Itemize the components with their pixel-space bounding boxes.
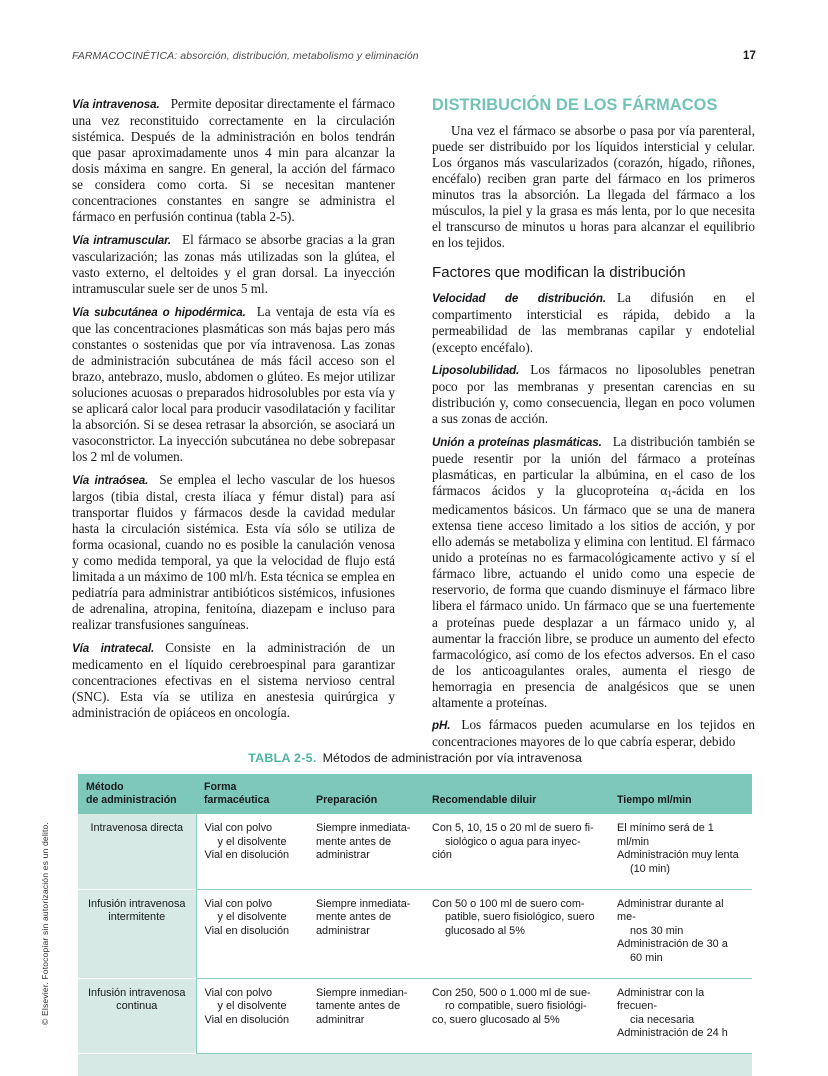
paragraph-text: Los fármacos pueden acumularse en los tejidos en concentraciones mayores de lo que cabría esperar, debido: [432, 717, 755, 750]
header-line: farmacéutica: [204, 793, 270, 806]
table-footer-band: [78, 1054, 752, 1076]
section-heading-distribucion: DISTRIBUCIÓN DE LOS FÁRMACOS: [432, 96, 718, 114]
header-line: Preparación: [316, 793, 378, 806]
cell-line: y el disolvente: [217, 911, 287, 924]
cell-line: Infusión intravenosa: [88, 897, 186, 910]
paragraph-lead-in: Liposolubilidad.: [432, 364, 520, 378]
paragraph-distribucion-intro: Una vez el fármaco se absorbe o pasa por vía parenteral, puede ser distribuido por los líquidos intersticial y celular. Los órganos más vascularizados (corazón, hígado, riñones, encéfalo) reciben gran parte del fármaco en los primeros minutos tras la absorción. La llegada del fármaco a los músculos, la piel y la grasa es más lenta, por lo que necesita el transcurso de minutos u horas para alcanzar el equilibrio en los tejidos.: [432, 123, 755, 251]
cell-line: Con 250, 500 o 1.000 ml de sue-: [432, 986, 591, 999]
cell-line: Vial en disolución: [204, 924, 290, 937]
paragraph-union-proteinas: [432, 434, 755, 711]
page-number: 17: [743, 50, 756, 62]
table-row: [78, 889, 752, 978]
table-row: [78, 978, 752, 1053]
paragraph-text: Los fármacos no liposolubles penetran poco por las membranas y presentan carencias en su distribución y, como consecuencia, llegan en poco volumen a sus zonas de acción.: [432, 362, 755, 427]
table-footer-band-first-column: [78, 1054, 186, 1076]
cell-line: Vial en disolución: [204, 849, 290, 862]
cell-line: Vial con polvo: [204, 822, 273, 835]
header-line: de administración: [86, 793, 177, 806]
cell-line: Con 5, 10, 15 o 20 ml de suero fi-: [432, 822, 594, 835]
cell-line: y el disolvente: [217, 835, 287, 848]
cell-line: continua: [116, 1000, 158, 1013]
cell-line: mente antes de: [316, 911, 392, 924]
cell-line: patible, suero fisiológico, suero: [445, 911, 595, 924]
cell-line: Con 50 o 100 ml de suero com-: [432, 897, 585, 910]
cell-line: 60 min: [630, 951, 663, 964]
table-row: [78, 814, 752, 889]
paragraph-via-subcutanea: [72, 304, 395, 465]
cell-line: Siempre inmediata-: [316, 897, 411, 910]
cell-line: ción: [432, 849, 452, 862]
paragraph-via-intraosea: [72, 472, 395, 633]
column-header-forma: [196, 774, 308, 814]
cell-forma: [196, 978, 308, 1053]
cell-line: (10 min): [630, 862, 670, 875]
paragraph-text: La difusión en el compartimento intersticial es rápida, debido a la permeabilidad de las membranas capilar y endotelial (excepto encéfalo).: [432, 290, 755, 355]
cell-line: adminitrar: [316, 1013, 365, 1026]
running-head-title: [72, 50, 419, 62]
paragraph-lead-in: Vía intravenosa.: [72, 98, 160, 111]
cell-metodo: [78, 978, 196, 1053]
table-number: TABLA 2-5.: [248, 751, 317, 765]
paragraph-lead-in: Vía intratecal.: [72, 641, 155, 655]
right-column: [432, 96, 755, 757]
header-line: Recomendable diluir: [432, 793, 537, 806]
cell-line: cia necesaria: [630, 1013, 695, 1026]
paragraph-liposolubilidad: [432, 362, 755, 427]
paragraph-text: Consiste en la administración de un medicamento en el líquido cerebroespinal para garantizar concentraciones efectivas en el sistema nervioso central (SNC). Esta vía se utiliza en anestesia quirúrgica y administración de opiáceos en oncología.: [72, 639, 395, 720]
paragraph-via-intravenosa: [72, 96, 395, 225]
paragraph-velocidad-distribucion: [432, 290, 755, 355]
column-header-preparacion: [308, 774, 424, 814]
cell-line: y el disolvente: [217, 1000, 287, 1013]
header-line: Tiempo ml/min: [617, 793, 692, 806]
cell-diluir: [424, 814, 609, 889]
cell-forma: [196, 814, 308, 889]
table-header-row: [78, 774, 752, 814]
cell-tiempo: [609, 889, 752, 978]
paragraph-lead-in: Vía subcutánea o hipodérmica.: [72, 305, 246, 319]
cell-line: siológico o agua para inyec-: [445, 835, 581, 848]
column-header-metodo: [78, 774, 196, 814]
cell-line: Vial con polvo: [204, 986, 273, 999]
cell-diluir: [424, 978, 609, 1053]
cell-line: intermitente: [108, 911, 166, 924]
cell-line: Administración de 30 a: [617, 938, 728, 951]
paragraph-text: Permite depositar directamente el fármaco una vez reconstituido correctamente en la circulación sistémica. Después de la administración en bolos tendrán que pasar aproximadamente unos 4 min para alcanzar la dosis máxima en sangre. En general, la acción del fármaco se considera como corta. Si se necesitan mantener concentraciones constantes en sangre se administra el fármaco en perfusión continua (tabla 2-5).: [72, 96, 395, 225]
cell-line: Siempre inmedian-: [316, 986, 408, 999]
running-head-title-rest: absorción, distribución, metabolismo y eliminación: [177, 50, 419, 62]
paragraph-lead-in: Unión a proteínas plasmáticas.: [432, 435, 602, 449]
cell-line: ro compatible, suero fisiológi-: [445, 1000, 587, 1013]
cell-line: Administración muy lenta: [617, 849, 739, 862]
paragraph-via-intramuscular: [72, 232, 395, 297]
table-caption: [78, 751, 752, 765]
cell-line: Intravenosa directa: [90, 822, 184, 835]
paragraph-text: La ventaja de esta vía es que las concentraciones plasmáticas son más bajas pero más constantes o sostenidas que por vía intravenosa. Las zonas de administración subcutánea de más fácil acceso son el brazo, antebrazo, muslo, abdomen o glúteo. Es mejor utilizar soluciones acuosas o preparados hidrosolubles por esta vía y se aplicará calor local para producir vasodilatación y facilitar la absorción. Si se desea retrasar la absorción, se asociará un vasoconstrictor. La inyección subcutánea no debe sobrepasar los 2 ml de volumen.: [72, 303, 395, 464]
cell-preparacion: [308, 814, 424, 889]
cell-line: administrar: [316, 849, 370, 862]
cell-line: Administrar con la frecuen-: [617, 986, 705, 1013]
cell-forma: [196, 889, 308, 978]
header-line: Método: [86, 781, 124, 793]
paragraph-lead-in: Velocidad de distribución.: [432, 292, 606, 306]
paragraph-text-part2: -ácida en los medicamentos básicos. Un fármaco que se una de manera extensa tiene acceso limitado a los sitios de acción, y por ello además se metaboliza y elimina con lentitud. El fármaco unido a proteínas no es farmacológicamente activo y sí el fármaco libre, actuando el unido como una especie de reservorio, de forma que cuando disminuye el fármaco libre libera el fármaco unido. Un fármaco que se una fuertemente a proteínas puede desplazar a un fármaco unido y, al aumentar la fracción libre, se produce un aumento del efecto farmacológico, así como de los efectos adversos. En el caso de los anticoagulantes orales, aumenta el riesgo de hemorragia en presencia de analgésicos que se unen altamente a proteínas.: [432, 482, 755, 710]
cell-line: Siempre inmediata-: [316, 822, 411, 835]
cell-preparacion: [308, 978, 424, 1053]
column-header-diluir: [424, 774, 609, 814]
cell-tiempo: [609, 814, 752, 889]
body-columns: [72, 96, 756, 757]
paragraph-lead-in: Vía intramuscular.: [72, 233, 172, 247]
table-header: [78, 774, 752, 814]
table-title: Métodos de administración por vía intravenosa: [322, 751, 582, 765]
subheading-factores: Factores que modifican la distribución: [432, 264, 686, 282]
left-column: [72, 96, 395, 757]
cell-preparacion: [308, 889, 424, 978]
copyright-notice: © Elsevier. Fotocopiar sin autorización es un delito.: [40, 822, 50, 1025]
paragraph-lead-in: pH.: [432, 719, 451, 733]
paragraph-text: El fármaco se absorbe gracias a la gran vascularización; las zonas más utilizadas son la glútea, el vasto externo, el deltoides y el gran dorsal. La inyección intramuscular suele ser de unos 5 ml.: [72, 231, 396, 297]
header-line: Forma: [204, 781, 237, 793]
running-head: [72, 50, 756, 62]
cell-diluir: [424, 889, 609, 978]
cell-line: mente antes de: [316, 835, 392, 848]
cell-line: Administrar durante al me-: [617, 897, 724, 924]
column-header-tiempo: [609, 774, 752, 814]
cell-tiempo: [609, 978, 752, 1053]
cell-line: Infusión intravenosa: [88, 986, 186, 999]
cell-line: El mínimo será de 1 ml/min: [617, 822, 714, 848]
administration-methods-table: [78, 774, 752, 1054]
cell-line: Administración de 24 h: [617, 1027, 728, 1040]
cell-line: glucosado al 5%: [445, 924, 525, 937]
table-block: [78, 751, 752, 1076]
alpha-subscript: 1: [667, 489, 672, 500]
cell-metodo: [78, 814, 196, 889]
cell-metodo: [78, 889, 196, 978]
running-head-title-caps: FARMACOCINÉTICA:: [72, 50, 178, 62]
table-body: [78, 814, 752, 1053]
paragraph-lead-in: Vía intraósea.: [72, 473, 149, 487]
paragraph-text: Se emplea el lecho vascular de los huesos largos (tibia distal, cresta ilíaca y fémur distal) para así transportar fluidos y fármacos desde la cavidad medular hasta la circulación sistémica. Esta vía sólo se utiliza de forma ocasional, cuando no es posible la canulación venosa y como medida temporal, ya que la velocidad de flujo está limitada a un máximo de 100 ml/h. Esta técnica se emplea en pediatría para administrar antibióticos sistémicos, infusiones de adrenalina, atropina, fenitoína, diazepam e incluso para realizar transfusiones sanguíneas.: [72, 471, 395, 632]
cell-line: Vial en disolución: [204, 1013, 290, 1026]
cell-line: nos 30 min: [630, 924, 684, 937]
cell-line: administrar: [316, 924, 370, 937]
cell-line: co, suero glucosado al 5%: [432, 1013, 560, 1026]
cell-line: Vial con polvo: [204, 897, 273, 910]
paragraph-text-part1: La distribución también se puede resentir por la unión del fármaco a proteínas plasmáticas, en particular la albúmina, en el caso de los fármacos ácidos y la glucoproteína α: [432, 433, 755, 498]
paragraph-ph: [432, 717, 755, 750]
paragraph-via-intratecal: [72, 640, 395, 721]
cell-line: tamente antes de: [316, 1000, 401, 1013]
